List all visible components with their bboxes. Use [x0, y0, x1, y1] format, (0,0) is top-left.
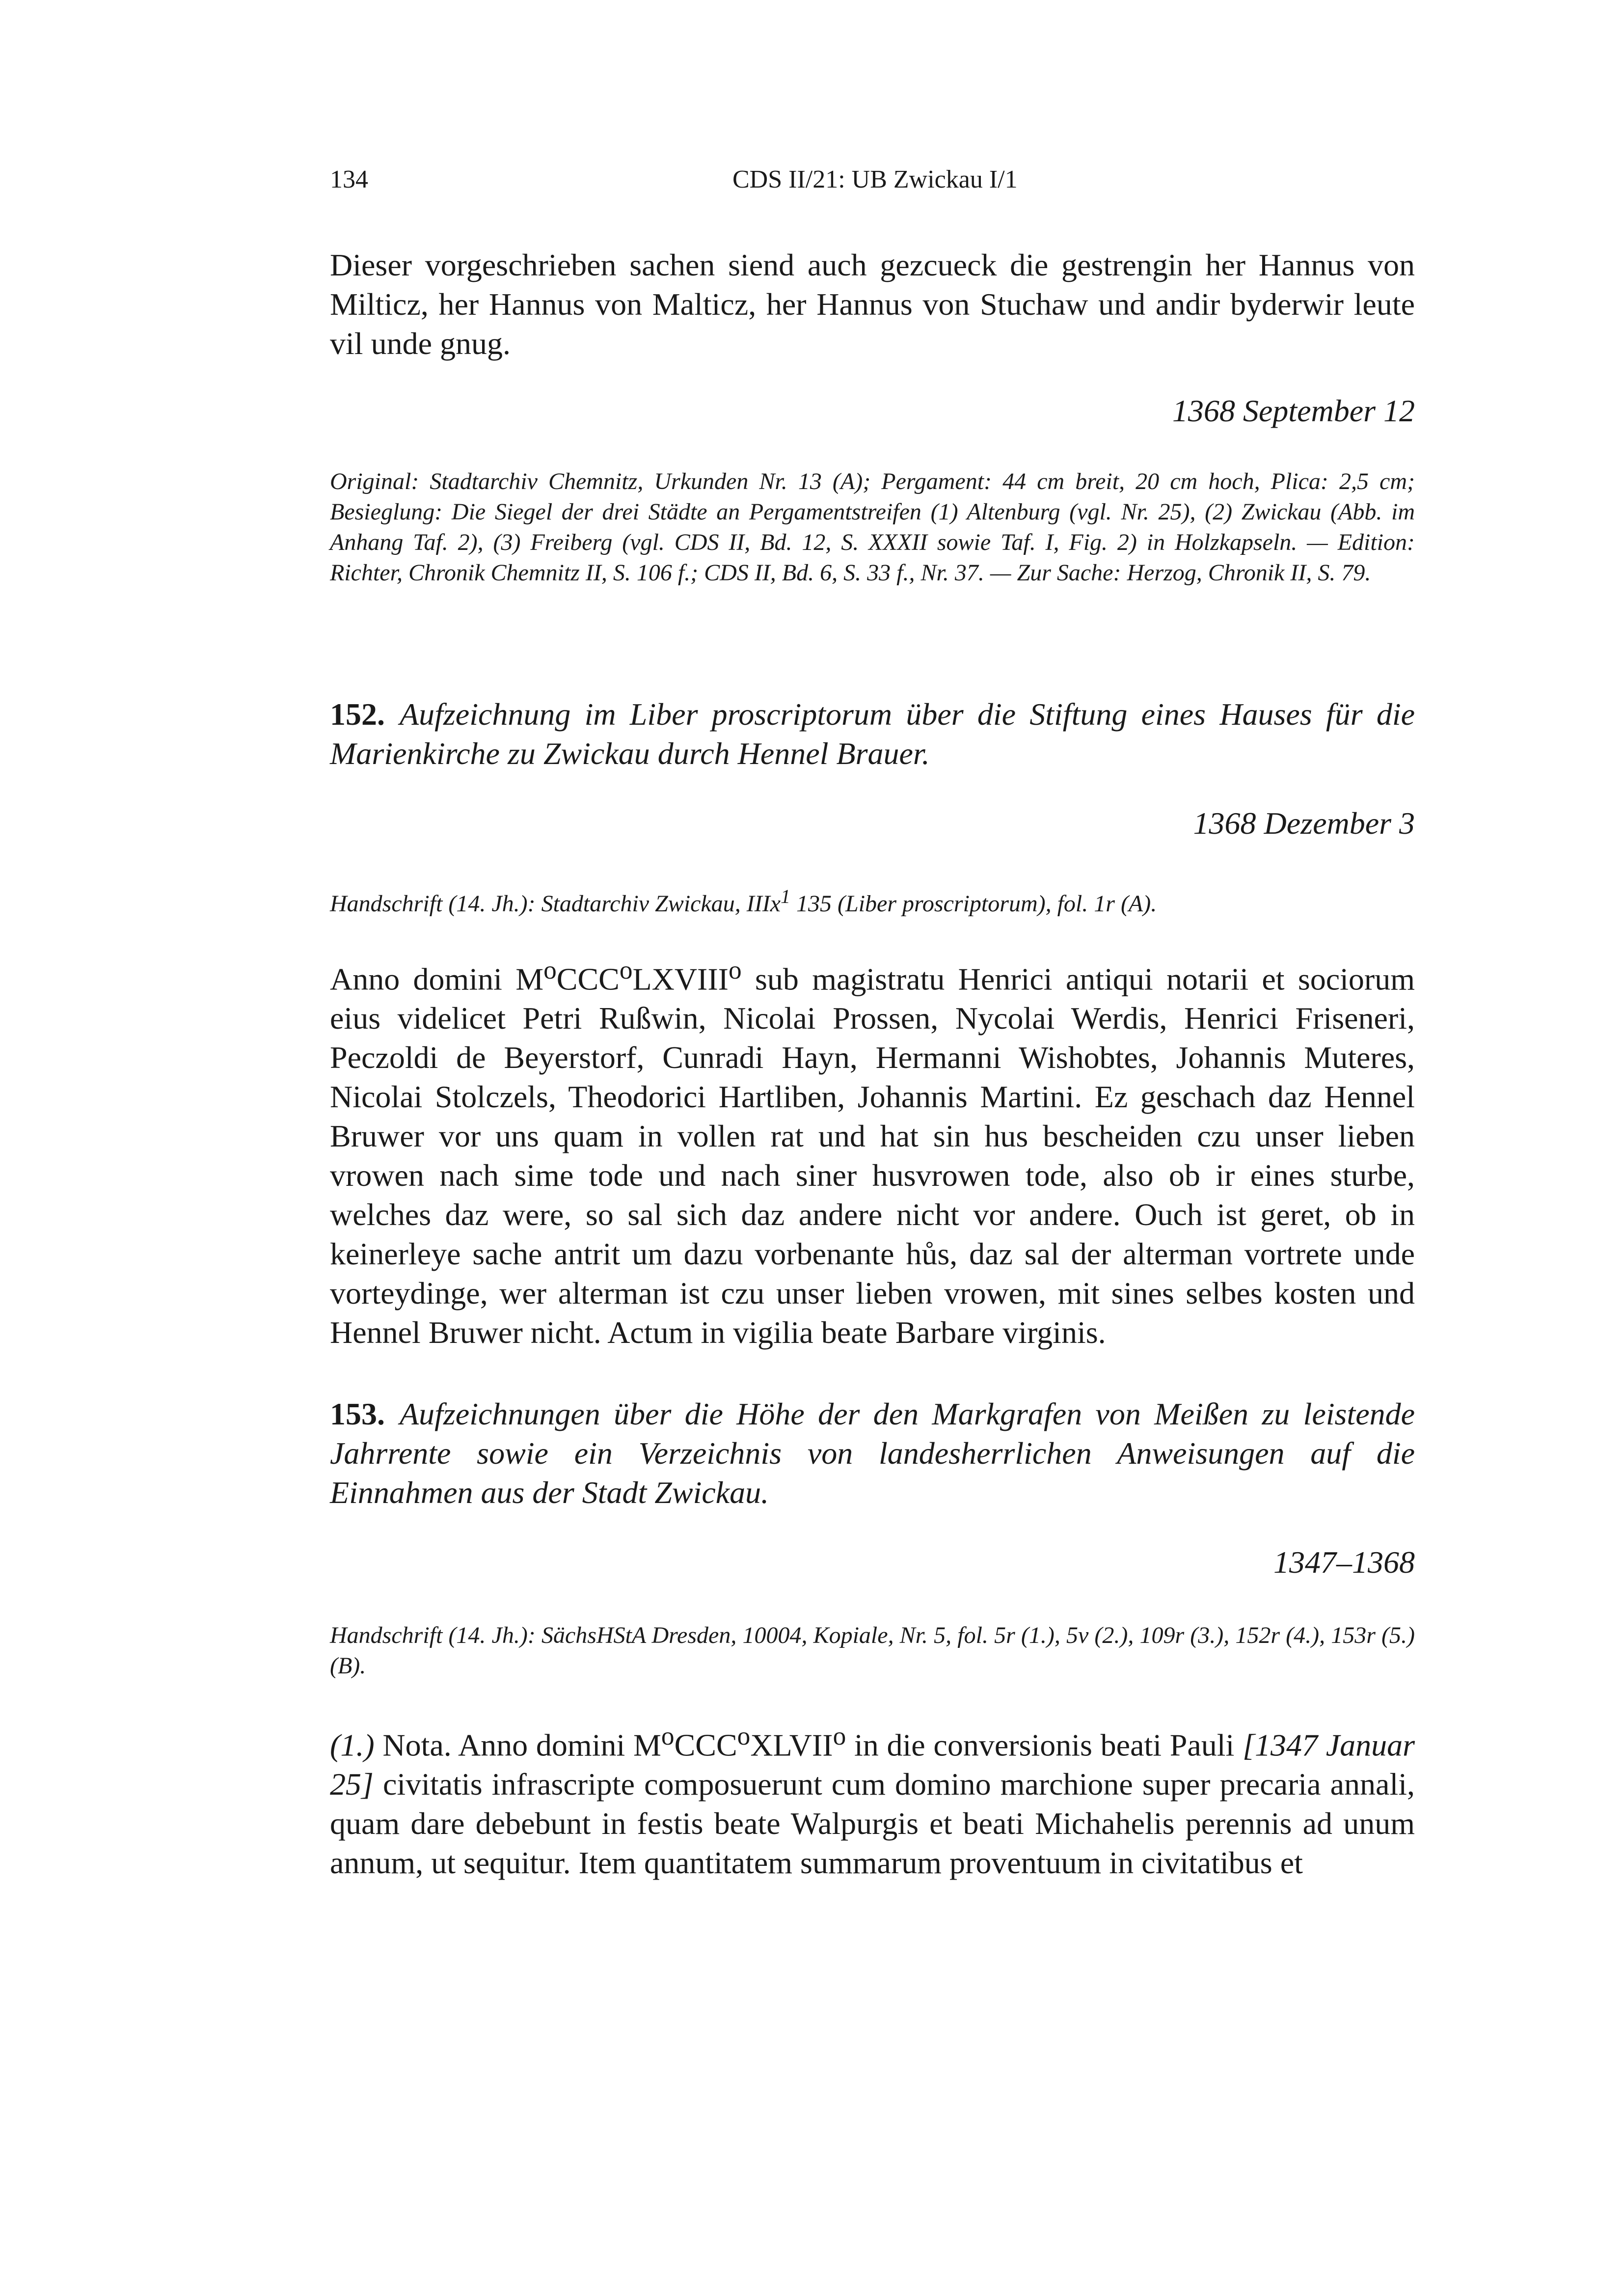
running-title: CDS II/21: UB Zwickau I/1	[732, 165, 1018, 193]
entry-153-text-block	[330, 1716, 1415, 1883]
entry-153-number: 153.	[330, 1396, 385, 1431]
entry-152-text-lxviii: LXVIII	[632, 961, 729, 997]
entry-153-date: 1347–1368	[1273, 1545, 1415, 1580]
entry-153-sup-1: o	[661, 1721, 675, 1750]
entry-152-text-rest: sub magistratu Henrici antiqui notarii et sociorum eius videlicet Petri Rußwin, Nicolai Prossen, Nycolai Werdis, Henrici Friseneri, Peczoldi de Beyerstorf, Cunradi Hayn, Hermanni Wishobtes, Johannis Muteres, Nicolai Stolczels, Theodorici Hartliben, Johannis Martini. Ez geschach daz Hennel Bruwer vor uns quam in vollen rat und hat sin hus bescheiden czu unser lieben vrowen nach sime tode und nach siner husvrowen tode, also ob ir eines sturbe, welches daz were, so sal sich daz andere nicht vor andere. Ouch ist geret, ob in keinerleye sache antrit um dazu vorbenante hůs, daz sal der alterman vortrete unde vorteydinge, wer alterman ist czu unser lieben vrowen, mit sines selbes kosten und Hennel Bruwer nicht. Actum in vigilia beate Barbare virginis.	[330, 961, 1415, 1350]
entry-152-sup-2: o	[619, 955, 633, 984]
entry-152-sup-3: o	[728, 955, 742, 984]
entry-152-source-sup: 1	[781, 885, 791, 907]
page-number: 134	[330, 165, 368, 193]
entry-152-source-part1: Handschrift (14. Jh.): Stadtarchiv Zwickau, IIIx	[330, 891, 781, 917]
entry-153-text-ccc: CCC	[674, 1727, 737, 1763]
entry-153-paragraph-label: (1.)	[330, 1727, 375, 1763]
entry-152-date: 1368 Dezember 3	[1193, 806, 1415, 841]
entry-153-text-rest: civitatis infrascripte composuerunt cum domino marchione super precaria annali, quam dare debebunt in festis beate Walpurgis et beati Michahelis perennis ad unum annum, ut sequitur. Item quantitatem summarum proventuum in civitatibus et	[330, 1767, 1415, 1881]
continuation-date-block	[330, 393, 1415, 429]
entry-153-source-block	[330, 1620, 1415, 1681]
entry-153-date-block	[330, 1544, 1415, 1581]
entry-152-source-part2: 135 (Liber proscriptorum), fol. 1r (A).	[790, 891, 1157, 917]
continuation-source-block	[330, 466, 1415, 588]
entry-152-sup-1: o	[543, 955, 557, 984]
entry-152-title: Aufzeichnung im Liber proscriptorum über die Stiftung eines Hauses für die Marienkirche zu Zwickau durch Hennel Brauer.	[330, 697, 1415, 771]
entry-152-source-note	[330, 881, 1415, 919]
entry-152-text-block	[330, 950, 1415, 1352]
entry-153-text-xlvii: XLVII	[750, 1727, 833, 1763]
continuation-source-note: Original: Stadtarchiv Chemnitz, Urkunden Nr. 13 (A); Pergament: 44 cm breit, 20 cm hoch, Plica: 2,5 cm; Besieglung: Die Siegel der drei Städte an Pergamentstreifen (1) Altenburg (vgl. Nr. 25), (2) Zwickau (Abb. im Anhang Taf. 2), (3) Freiberg (vgl. CDS II, Bd. 12, S. XXXII sowie Taf. I, Fig. 2) in Holzkapseln. — Edition: Richter, Chronik Chemnitz II, S. 106 f.; CDS II, Bd. 6, S. 33 f., Nr. 37. — Zur Sache: Herzog, Chronik II, S. 79.	[330, 468, 1415, 586]
entry-153-sup-3: o	[833, 1721, 846, 1750]
entry-152-text-ccc: CCC	[556, 961, 620, 997]
entry-152-heading	[330, 695, 1415, 773]
continuation-text-block	[330, 246, 1415, 363]
entry-153-title: Aufzeichnungen über die Höhe der den Markgrafen von Meißen zu leistende Jahrrente sowie ein Verzeichnis von landesherrlichen Anweisungen auf die Einnahmen aus der Stadt Zwickau.	[330, 1396, 1415, 1510]
entry-152-text-start: Anno domini M	[330, 961, 544, 997]
entry-153-text	[330, 1716, 1415, 1883]
entry-153-date-note: [1347 Januar 25]	[330, 1727, 1415, 1802]
page-header	[330, 165, 1415, 204]
entry-153-heading	[330, 1394, 1415, 1512]
entry-153-source-note: Handschrift (14. Jh.): SächsHStA Dresden, 10004, Kopiale, Nr. 5, fol. 5r (1.), 5v (2.), 109r (3.), 152r (4.), 153r (5.) (B).	[330, 1622, 1415, 1679]
continuation-date: 1368 September 12	[1172, 393, 1415, 428]
entry-153-text-mid: in die conversionis beati Pauli	[846, 1727, 1243, 1763]
entry-153-text-start: Nota. Anno domini M	[374, 1727, 661, 1763]
entry-152-date-block	[330, 805, 1415, 842]
entry-153-sup-2: o	[737, 1721, 751, 1750]
continuation-text: Dieser vorgeschrieben sachen siend auch gezcueck die gestrengin her Hannus von Milticz, her Hannus von Malticz, her Hannus von Stuchaw und andir byderwir leute vil unde gnug.	[330, 247, 1415, 361]
entry-152-source-block	[330, 881, 1415, 919]
entry-152-text	[330, 950, 1415, 1352]
entry-152-number: 152.	[330, 697, 385, 732]
